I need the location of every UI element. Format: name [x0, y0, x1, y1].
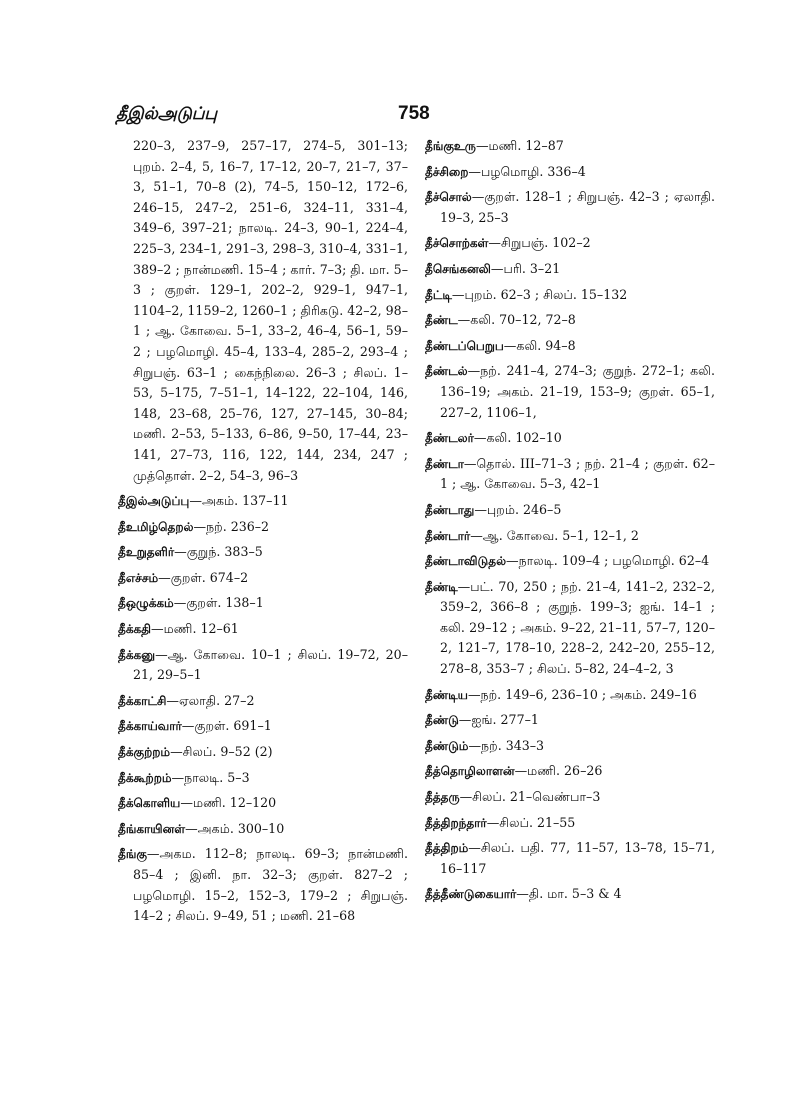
index-entry: [425, 736, 715, 757]
index-entry: [425, 838, 715, 879]
entry-headword: தீஒழுக்கம்: [118, 596, 174, 611]
entry-headword: தீண்டாவிடுதல்: [425, 554, 507, 569]
right-column: [425, 136, 715, 910]
entry-references: —ஏலாதி. 27–2: [166, 692, 255, 708]
entry-references: —கலி. 94–8: [503, 337, 576, 353]
entry-headword: தீண்ட: [425, 313, 458, 328]
running-head: தீஇல்அடுப்பு: [116, 104, 218, 124]
index-entry: [425, 187, 715, 228]
index-entry: [118, 819, 408, 840]
entry-references: —தொல். III–71–3 ; நற். 21–4 ; குறள். 62–1 ; ஆ. கோவை. 5–3, 42–1: [440, 455, 715, 492]
index-entry: [425, 162, 715, 183]
index-entry: [425, 787, 715, 808]
index-entry: [425, 259, 715, 280]
entry-headword: தீக்கூற்றம்: [118, 770, 172, 785]
entry-references: —பரி. 3–21: [490, 260, 561, 276]
entry-references: —சிலப். 21–வெண்பா–3: [459, 789, 601, 805]
index-entry: [118, 568, 408, 589]
entry-references: —நற். 149–6, 236–10 ; அகம். 249–16: [467, 686, 697, 702]
entry-headword: தீண்டு: [425, 713, 459, 728]
entry-references: —புறம். 62–3 ; சிலப். 15–132: [451, 286, 628, 302]
index-entry: [118, 691, 408, 712]
entry-references: —குறள். 691–1: [181, 718, 272, 734]
entry-headword: தீக்காட்சி: [118, 693, 167, 708]
index-entry: [118, 593, 408, 614]
entry-references: —அகம். 300–10: [185, 820, 285, 836]
page-number: 758: [398, 103, 430, 124]
entry-headword: தீஇல்அடுப்பு: [118, 494, 190, 509]
left-column: [118, 136, 408, 932]
entry-headword: தீக்காய்வார்: [118, 719, 182, 734]
index-entry: [425, 310, 715, 331]
entry-headword: தீங்கு: [118, 847, 147, 862]
entry-references: —குறுந். 383–5: [174, 544, 263, 560]
entry-headword: தீங்காயினள்: [118, 821, 186, 836]
entry-references: —அகம். 137–11: [189, 493, 289, 509]
index-entry: [425, 577, 715, 680]
entry-references: —பட். 70, 250 ; நற். 21–4, 141–2, 232–2, 359–2, 366–8 ; குறுந். 199–3; ஐங். 14–1 ; கலி. 29–12 ; அகம். 9–22, 21–11, 57–7, 120–2, 121–7, 178–10, 228–2, 242–20, 255–12, 278–8, 353–7 ; சிலப். 5–82, 24–4–2, 3: [440, 578, 715, 677]
entry-headword: தீக்கதி: [118, 622, 151, 637]
index-entry: [425, 813, 715, 834]
index-entry: [118, 619, 408, 640]
entry-headword: தீண்டும்: [425, 738, 469, 753]
entry-references: —நற். 241–4, 274–3; குறுந். 272–1; கலி. 136–19; அகம். 21–19, 153–9; குறள். 65–1, 227–2, 1106–1,: [440, 363, 715, 420]
entry-headword: தீட்டி: [425, 287, 452, 302]
entry-headword: தீச்சொற்கள்: [425, 236, 489, 251]
index-entry: [118, 768, 408, 789]
entry-headword: தீஉமிழ்தெறல்: [118, 519, 194, 534]
entry-headword: தீண்டார்: [425, 528, 471, 543]
index-entry: [425, 551, 715, 572]
entry-headword: தீஉறுதளிர்: [118, 545, 175, 560]
index-entry: [118, 542, 408, 563]
entry-references: —நற். 236–2: [193, 518, 270, 534]
index-entry: [118, 136, 408, 486]
entry-headword: தீசெங்கனலி: [425, 261, 491, 276]
entry-headword: தீத்திறந்தார்: [425, 815, 487, 830]
index-entry: [425, 428, 715, 449]
index-entry: [425, 136, 715, 157]
entry-references: —குறள். 128–1 ; சிறுபஞ். 42–3 ; ஏலாதி. 19–3, 25–3: [440, 189, 715, 225]
entry-headword: தீச்சொல்: [425, 190, 472, 205]
entry-references: —குறள். 674–2: [158, 569, 249, 585]
entry-headword: தீத்தொழிலாளன்: [425, 764, 515, 779]
entry-references: —நற். 343–3: [468, 737, 545, 753]
index-entry: [118, 716, 408, 737]
entry-references: —நாலடி. 109–4 ; பழமொழி. 62–4: [506, 553, 710, 569]
entry-references: —மணி. 26–26: [514, 763, 603, 779]
entry-references: —சிலப். 9–52 (2): [170, 744, 273, 760]
entry-references: —தி. மா. 5–3 & 4: [516, 886, 622, 902]
entry-headword: தீண்டல்: [425, 364, 468, 379]
entry-references: 220–3, 237–9, 257–17, 274–5, 301–13; புறம். 2–4, 5, 16–7, 17–12, 20–7, 21–7, 37–3, 51–1, 70–8 (2), 74–5, 150–12, 172–6, 246–15, 247–2, 251–6, 324–11, 331–4, 349–6, 397–21; நாலடி. 24–3, 90–1, 224–4, 225–3, 234–1, 291–3, 298–3, 310–4, 331–1, 389–2 ; நான்மணி. 15–4 ; கார். 7–3; தி. மா. 5–3 ; குறள். 129–1, 202–2, 929–1, 947–1, 1104–2, 1159–2, 1260–1 ; திரிகடு. 42–2, 98–1 ; ஆ. கோவை. 5–1, 33–2, 46–4, 56–1, 59–2 ; பழமொழி. 45–4, 133–4, 285–2, 293–4 ; சிறுபஞ். 63–1 ; கைந்நிலை. 26–3 ; சிலப். 1–53, 5–175, 7–51–1, 14–122, 22–104, 146, 148, 23–68, 25–76, 127, 27–145, 30–84; மணி. 2–53, 5–133, 6–86, 9–50, 17–44, 23–141, 27–73, 116, 122, 144, 234, 247 ; முத்தொள். 2–2, 54–3, 96–3: [133, 138, 408, 483]
entry-headword: தீண்டா: [425, 456, 464, 471]
entry-headword: தீண்டாது: [425, 502, 475, 517]
entry-references: —கலி. 102–10: [473, 430, 562, 446]
index-entry: [425, 884, 715, 905]
entry-references: —மணி. 12–61: [151, 621, 239, 637]
entry-headword: தீத்தரு: [425, 790, 460, 805]
entry-headword: தீத்திறம்: [425, 841, 469, 856]
entry-references: —அகம. 112–8; நாலடி. 69–3; நான்மணி. 85–4 ; இனி. நா. 32–3; குறள். 827–2 ; பழமொழி. 15–2, 152–3, 179–2 ; சிறுபஞ். 14–2 ; சிலப். 9–49, 51 ; மணி. 21–68: [133, 846, 408, 924]
entry-references: —மணி. 12–120: [180, 795, 277, 811]
index-entry: [425, 526, 715, 547]
entry-references: —புறம். 246–5: [474, 501, 562, 517]
index-entry: [425, 710, 715, 731]
entry-references: —சிறுபஞ். 102–2: [488, 235, 591, 251]
entry-references: —ஆ. கோவை. 10–1 ; சிலப். 19–72, 20–21, 29–5–1: [133, 646, 408, 683]
index-entry: [118, 844, 408, 926]
entry-references: —சிலப். பதி. 77, 11–57, 13–78, 15–71, 16–117: [440, 840, 715, 876]
index-entry: [118, 491, 408, 512]
index-entry: [425, 361, 715, 423]
entry-headword: தீத்தீண்டுகையார்: [425, 887, 517, 902]
entry-headword: தீங்குஉரு: [425, 139, 476, 153]
entry-headword: தீண்டி: [425, 579, 458, 594]
entry-references: —ஐங். 277–1: [458, 712, 539, 728]
entry-headword: தீண்டிய: [425, 687, 468, 702]
index-entry: [118, 517, 408, 538]
entry-references: —ஆ. கோவை. 5–1, 12–1, 2: [470, 527, 639, 543]
index-entry: [425, 285, 715, 306]
entry-references: —சிலப். 21–55: [486, 814, 576, 830]
entry-headword: தீச்சிறை: [425, 164, 469, 179]
index-entry: [425, 685, 715, 706]
index-entry: [425, 233, 715, 254]
index-entry: [425, 454, 715, 495]
entry-headword: தீக்கொளிய: [118, 796, 181, 811]
entry-headword: தீண்டலர்: [425, 431, 474, 446]
index-entry: [118, 793, 408, 814]
index-entry: [425, 761, 715, 782]
entry-headword: தீண்டப்பெறுப: [425, 338, 504, 353]
entry-references: —குறள். 138–1: [173, 595, 264, 611]
entry-headword: தீஎச்சம்: [118, 570, 159, 585]
entry-references: —நாலடி. 5–3: [171, 769, 250, 785]
entry-references: —பழமொழி. 336–4: [468, 163, 586, 179]
entry-references: —கலி. 70–12, 72–8: [457, 312, 576, 328]
entry-headword: தீக்கனு: [118, 647, 156, 662]
index-entry: [118, 742, 408, 763]
index-entry: [425, 336, 715, 357]
index-entry: [118, 645, 408, 686]
entry-headword: தீக்குற்றம்: [118, 745, 171, 760]
entry-references: —மணி. 12–87: [475, 138, 564, 153]
index-entry: [425, 500, 715, 521]
